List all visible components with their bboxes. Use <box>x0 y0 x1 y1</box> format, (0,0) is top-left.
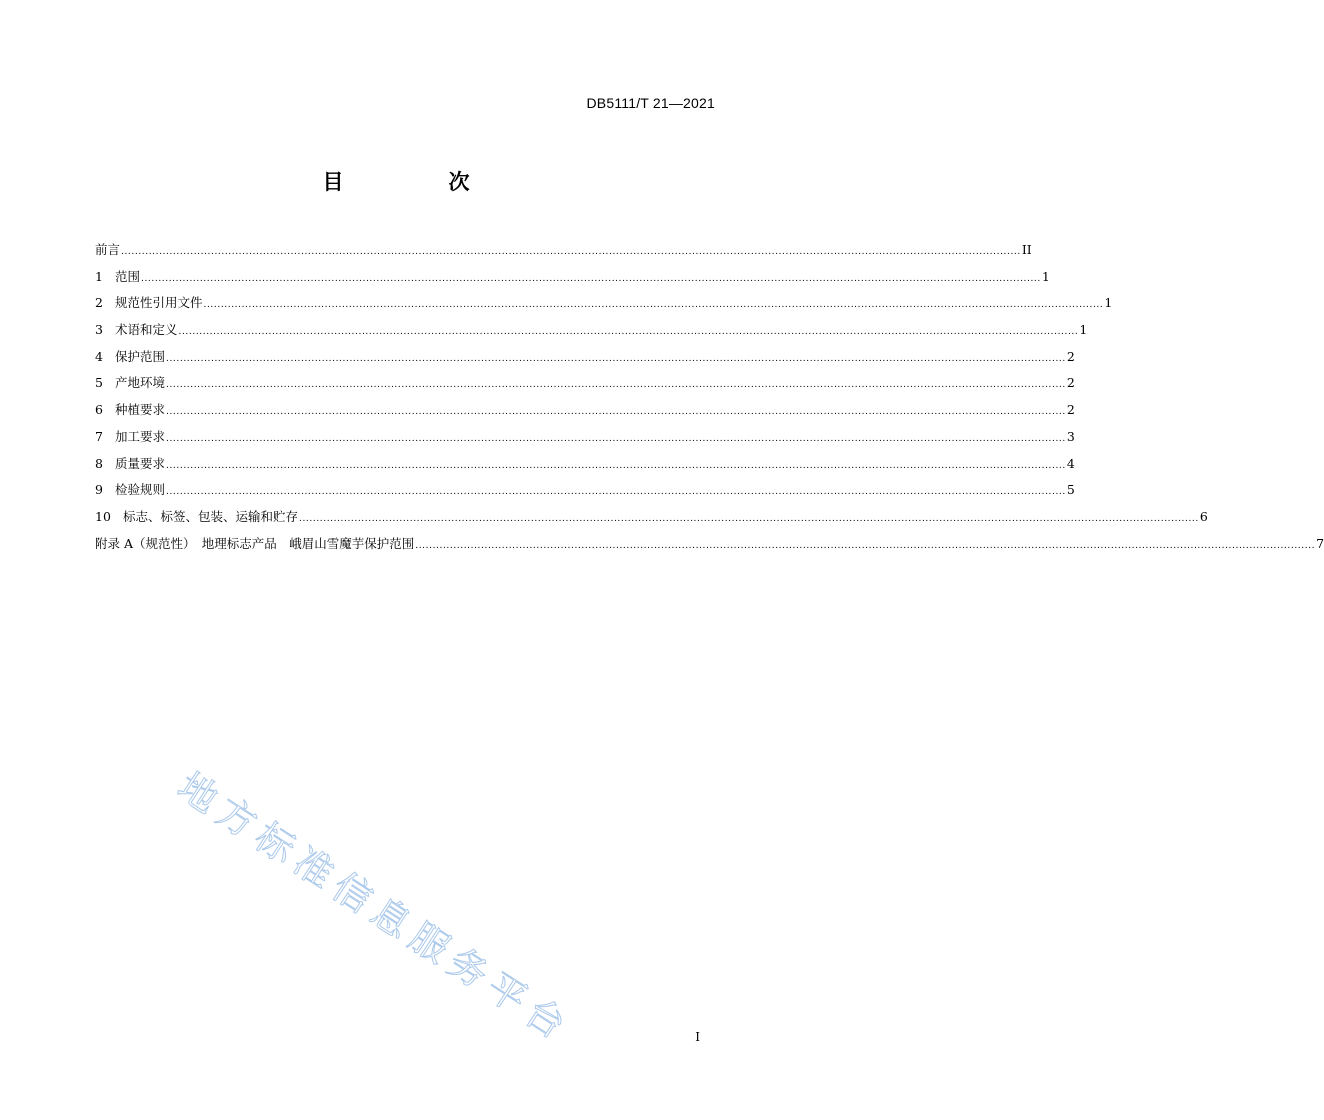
toc-entry-label: 前言 <box>95 242 121 257</box>
watermark: 地方标准信息服务平台 <box>170 763 580 1052</box>
dot-leader: .................................................................................................................................................................................................................................................................... <box>415 540 1316 551</box>
document-code: DB5111/T 21—2021 <box>586 95 715 111</box>
dot-leader: .................................................................................................................................................................................................................................................................... <box>166 487 1066 498</box>
toc-entry-page: 2 <box>1066 375 1075 391</box>
toc-entry-number: 7 <box>95 428 103 444</box>
toc-entry-label: 规范性引用文件 <box>115 295 203 311</box>
toc-entry-label: 质量要求 <box>115 455 166 471</box>
toc-entry-page: 6 <box>1199 508 1208 524</box>
toc-entry[interactable] <box>95 400 1075 427</box>
toc-entry-page: 1 <box>1079 322 1088 338</box>
toc-entry-page: 5 <box>1066 482 1075 498</box>
toc-entry-page: 2 <box>1066 348 1075 364</box>
dot-leader: .................................................................................................................................................................................................................................................................... <box>141 273 1041 284</box>
toc-entry[interactable] <box>95 347 1075 374</box>
dot-leader: .................................................................................................................................................................................................................................................................... <box>166 433 1066 444</box>
toc-entry[interactable] <box>95 240 1032 267</box>
toc-entry-number: 2 <box>95 295 103 311</box>
toc-entry[interactable] <box>95 293 1113 320</box>
toc-entry-label: 保护范围 <box>115 348 166 364</box>
dot-leader: .................................................................................................................................................................................................................................................................... <box>166 380 1066 391</box>
toc-entry-page: 7 <box>1316 535 1324 551</box>
toc-entry-label: 术语和定义 <box>115 322 178 338</box>
toc-entry-page: 4 <box>1066 455 1075 471</box>
toc-entry-number: 1 <box>95 268 103 284</box>
dot-leader: .................................................................................................................................................................................................................................................................... <box>178 327 1079 338</box>
toc-entry[interactable] <box>95 480 1075 507</box>
toc-entry-page: 1 <box>1041 268 1050 284</box>
dot-leader: .................................................................................................................................................................................................................................................................... <box>203 300 1104 311</box>
toc-entry-number: 5 <box>95 375 103 391</box>
toc-entry-label: 加工要求 <box>115 428 166 444</box>
toc-entry-number: 6 <box>95 402 103 418</box>
dot-leader: .................................................................................................................................................................................................................................................................... <box>166 460 1066 471</box>
dot-leader: .................................................................................................................................................................................................................................................................... <box>121 247 1021 257</box>
dot-leader: .................................................................................................................................................................................................................................................................... <box>166 353 1066 364</box>
toc-entry-number: 9 <box>95 482 103 498</box>
toc-entry-label: 检验规则 <box>115 482 166 498</box>
toc-entry[interactable] <box>95 507 1208 534</box>
toc-entry-label: 范围 <box>115 268 141 284</box>
toc-entry-label: 标志、标签、包装、运输和贮存 <box>123 508 299 524</box>
toc-entry[interactable] <box>95 454 1075 481</box>
toc-entry-number: 3 <box>95 322 103 338</box>
toc-entry-number: 8 <box>95 455 103 471</box>
page-title: 目 次 <box>322 170 512 194</box>
toc-entry-number: 4 <box>95 348 103 364</box>
toc-entry-label: 种植要求 <box>115 402 166 418</box>
toc-entry-page: II <box>1021 242 1032 257</box>
toc-entry-page: 2 <box>1066 402 1075 418</box>
toc-entry-page: 1 <box>1104 295 1113 311</box>
dot-leader: .................................................................................................................................................................................................................................................................... <box>299 513 1199 524</box>
toc-entry[interactable] <box>95 267 1050 294</box>
toc-entry[interactable] <box>95 534 1324 561</box>
toc-entry-label: 附录 A（规范性） 地理标志产品 峨眉山雪魔芋保护范围 <box>95 535 415 551</box>
page-number: I <box>695 1030 700 1044</box>
toc-entry-page: 3 <box>1066 428 1075 444</box>
toc-entry[interactable] <box>95 427 1075 454</box>
table-of-contents <box>95 240 1324 560</box>
dot-leader: .................................................................................................................................................................................................................................................................... <box>166 407 1066 418</box>
toc-entry-label: 产地环境 <box>115 375 166 391</box>
toc-entry[interactable] <box>95 320 1088 347</box>
toc-entry-number: 10 <box>95 508 111 524</box>
toc-entry[interactable] <box>95 373 1075 400</box>
